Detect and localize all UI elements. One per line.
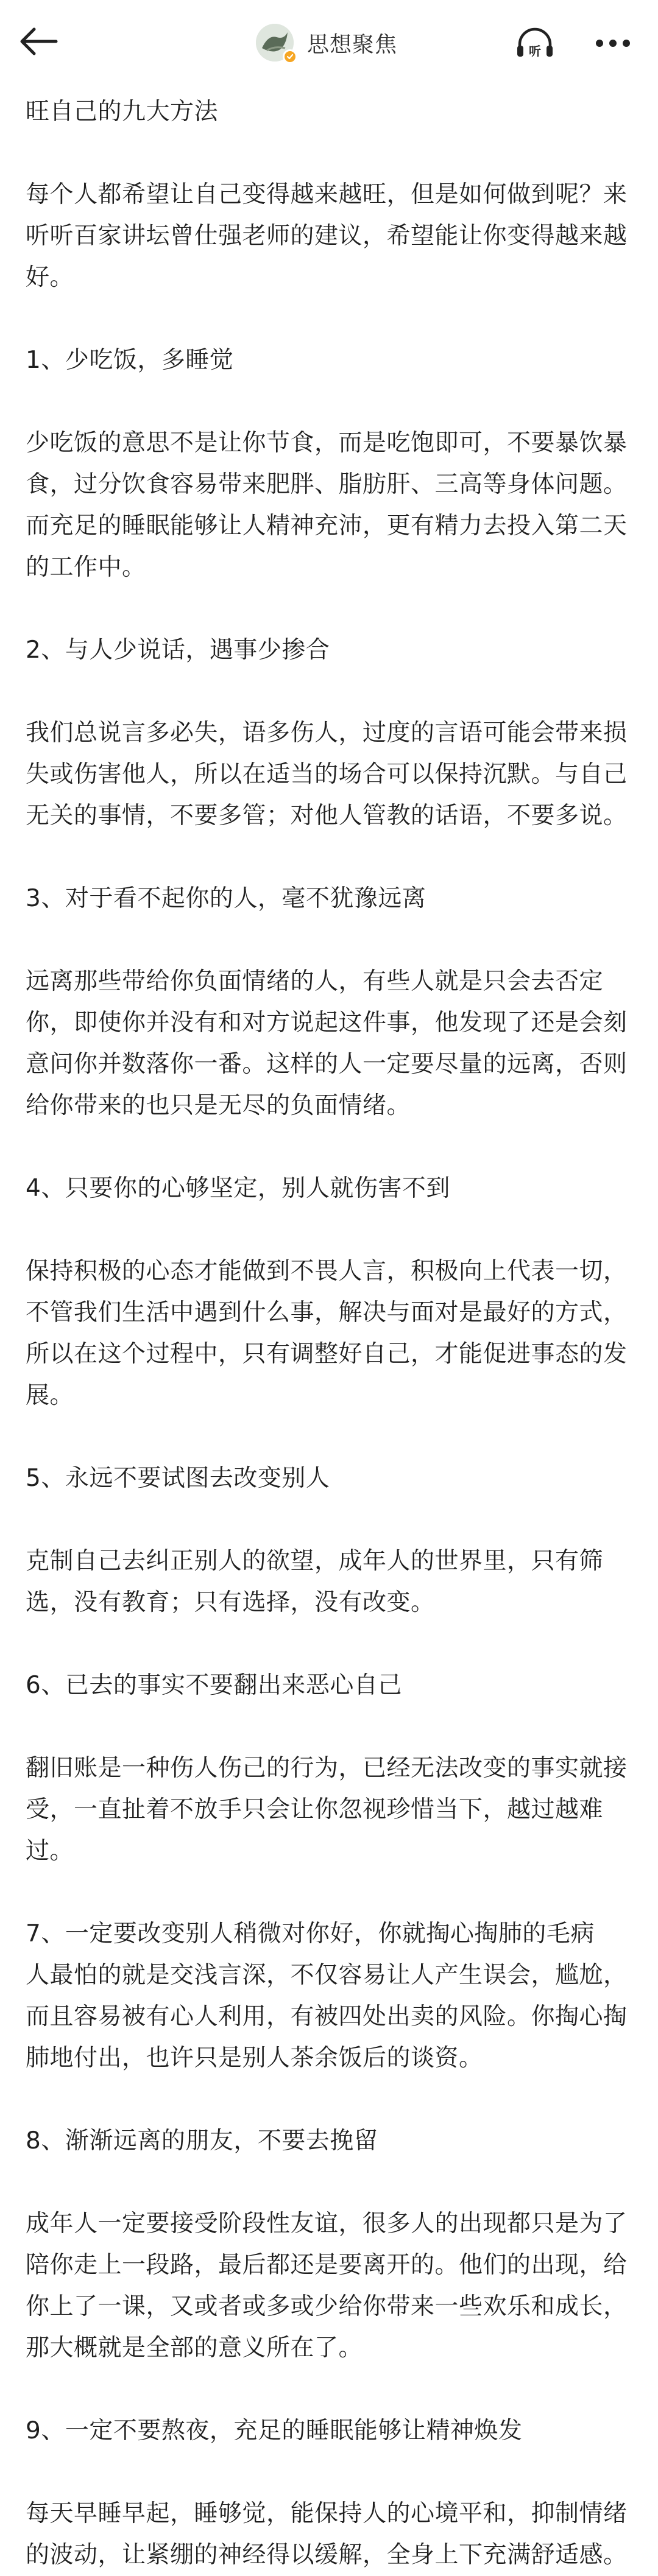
article-intro: 每个人都希望让自己变得越来越旺，但是如何做到呢？来听听百家讲坛曾仕强老师的建议，希望能让你变得越来越好。: [26, 181, 628, 291]
back-arrow-icon: [19, 27, 58, 58]
section-heading-3: 3、对于看不起你的人，毫不犹豫远离: [26, 885, 426, 912]
section-heading-9: 9、一定不要熬夜，充足的睡眠能够让精神焕发: [26, 2417, 523, 2444]
section-heading-7: 7、一定要改变别人稍微对你好，你就掏心掏肺的毛病: [26, 1920, 595, 1948]
section-body-7: 人最怕的就是交浅言深，不仅容易让人产生误会，尴尬，而且容易被有心人利用，有被四处出卖的风险。你掏心掏肺地付出，也许只是别人茶余饭后的谈资。: [26, 1962, 628, 2072]
section-body-8: 成年人一定要接受阶段性友谊，很多人的出现都只是为了陪你走上一段路，最后都还是要离开的。他们的出现，给你上了一课，又或者或多或少给你带来一些欢乐和成长，那大概就是全部的意义所在了。: [26, 2210, 628, 2362]
section-body-2: 我们总说言多必失，语多伤人，过度的言语可能会带来损失或伤害他人，所以在适当的场合可以保持沉默。与自己无关的事情，不要多管；对他人管教的话语，不要多说。: [26, 719, 628, 829]
top-bar: [0, 0, 658, 85]
back-button[interactable]: [17, 21, 61, 65]
listen-button[interactable]: [511, 22, 559, 65]
more-button[interactable]: [589, 22, 637, 65]
verified-badge-icon: [283, 49, 297, 64]
avatar[interactable]: [256, 24, 294, 62]
section-body-4: 保持积极的心态才能做到不畏人言，积极向上代表一切，不管我们生活中遇到什么事，解决与面对是最好的方式，所以在这个过程中，只有调整好自己，才能促进事态的发展。: [26, 1258, 628, 1409]
section-heading-6: 6、已去的事实不要翻出来恶心自己: [26, 1672, 402, 1699]
section-heading-4: 4、只要你的心够坚定，别人就伤害不到: [26, 1175, 450, 1202]
section-body-5: 克制自己去纠正别人的欲望，成年人的世界里，只有筛选，没有教育；只有选择，没有改变。: [26, 1547, 604, 1616]
article-title: 旺自己的九大方法: [26, 98, 219, 125]
author-name[interactable]: 思想聚焦: [307, 32, 398, 57]
headphones-icon: [515, 25, 555, 62]
section-heading-2: 2、与人少说话，遇事少掺合: [26, 636, 330, 664]
more-dots-icon: [595, 37, 631, 49]
section-body-9: 每天早睡早起，睡够觉，能保持人的心境平和，抑制情绪的波动，让紧绷的神经得以缓解，全身上下充满舒适感。: [26, 2500, 628, 2569]
section-body-3: 远离那些带给你负面情绪的人，有些人就是只会去否定你，即使你并没有和对方说起这件事，他发现了还是会刻意问你并数落你一番。这样的人一定要尽量的远离，否则给你带来的也只是无尽的负面情绪。: [26, 968, 628, 1119]
section-body-1: 少吃饭的意思不是让你节食，而是吃饱即可，不要暴饮暴食，过分饮食容易带来肥胖、脂肪肝、三高等身体问题。而充足的睡眠能够让人精神充沛，更有精力去投入第二天的工作中。: [26, 429, 628, 581]
author-info[interactable]: [256, 21, 397, 65]
section-body-6: 翻旧账是一种伤人伤己的行为，已经无法改变的事实就接受，一直扯着不放手只会让你忽视珍惜当下，越过越难过。: [26, 1754, 628, 1865]
section-heading-8: 8、渐渐远离的朋友，不要去挽留: [26, 2127, 378, 2155]
section-heading-1: 1、少吃饭，多睡觉: [26, 347, 234, 374]
article-body: [26, 91, 635, 2576]
section-heading-5: 5、永远不要试图去改变别人: [26, 1465, 330, 1492]
listen-label: 听: [529, 44, 541, 58]
